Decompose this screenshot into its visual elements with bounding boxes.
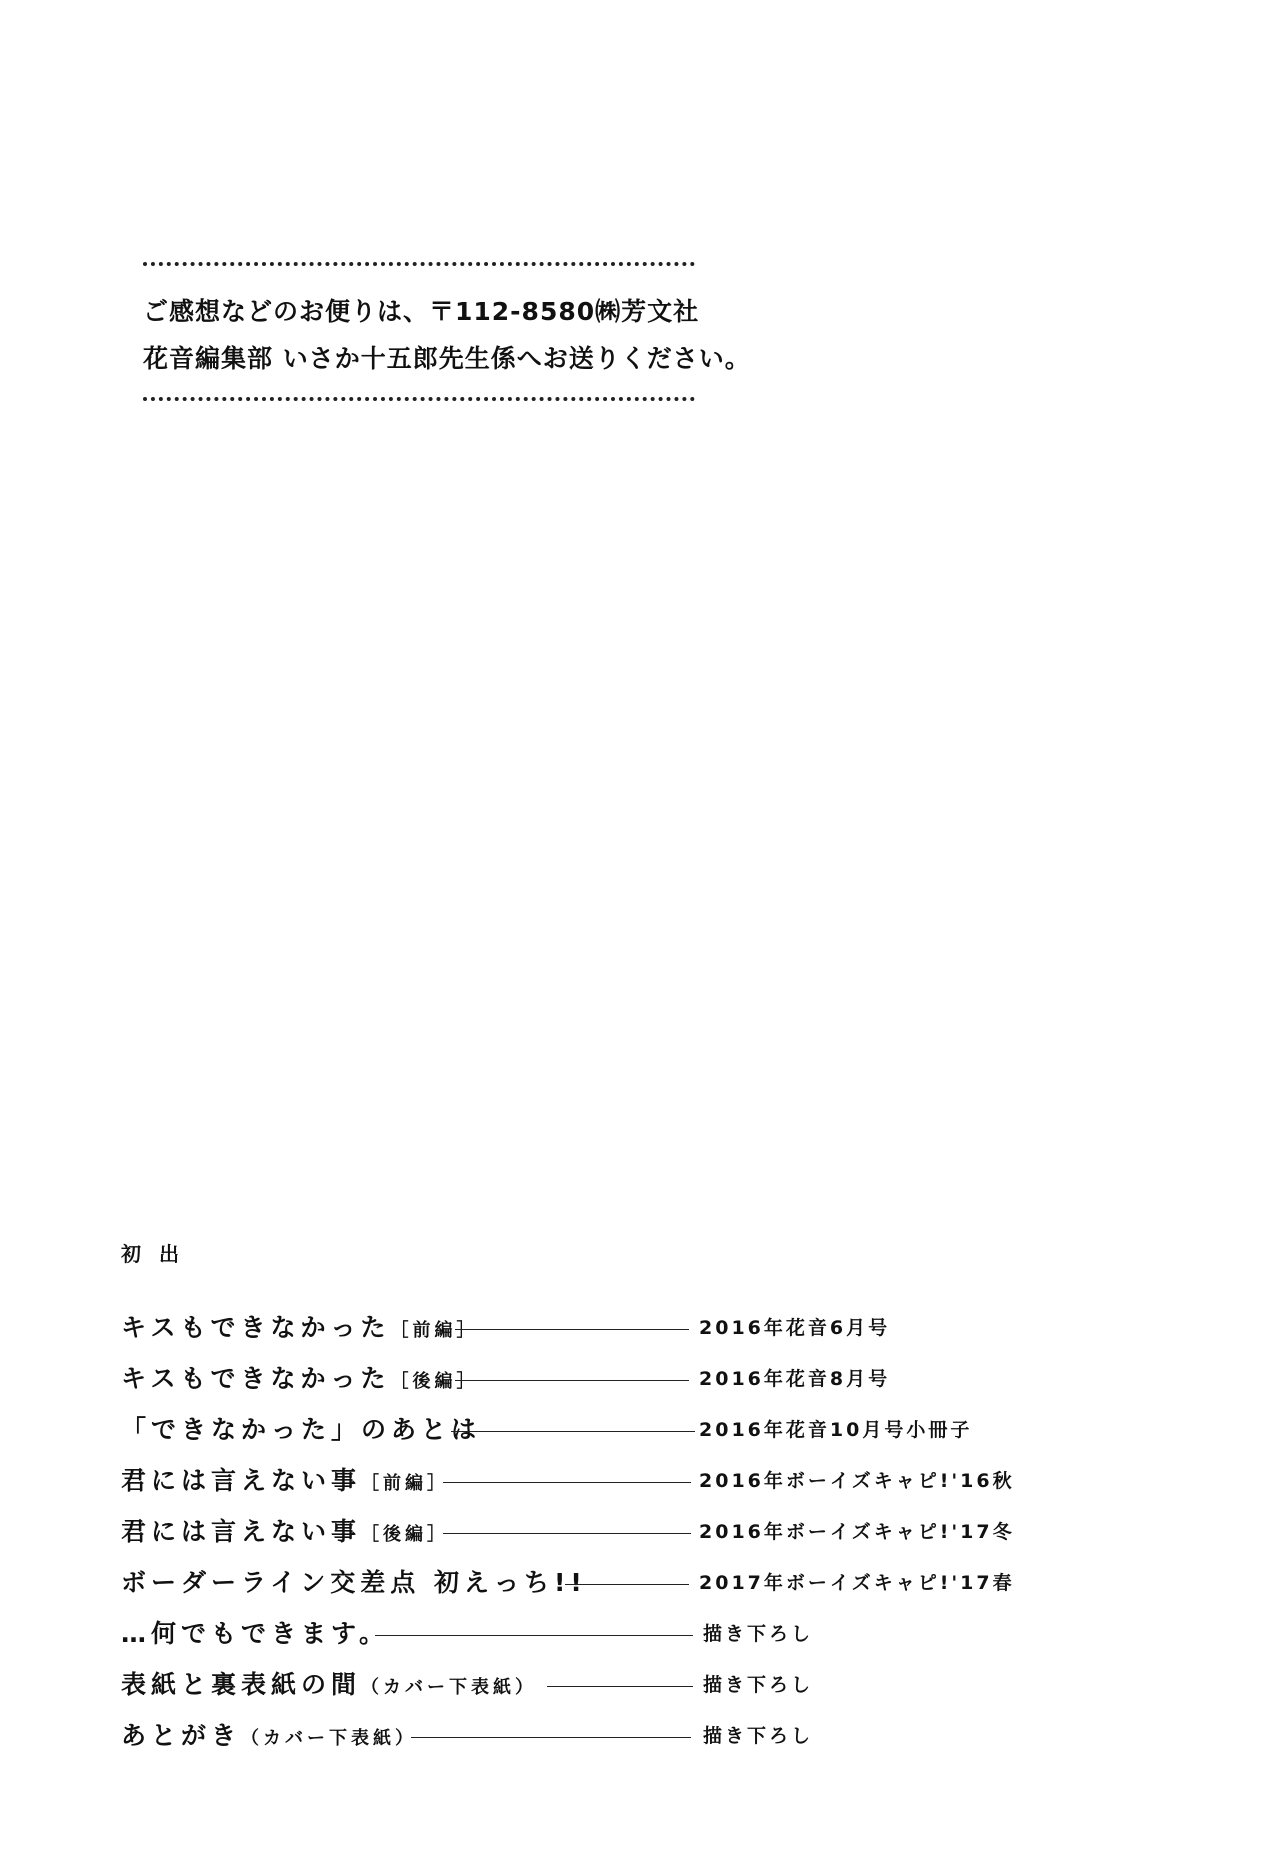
letters-notice-line-2: 花音編集部 いさか十五郎先生係へお送りください。: [143, 344, 751, 373]
credit-title-suffix: ［前編］: [361, 1473, 450, 1494]
credit-title-main: 「できなかった」のあとは: [121, 1415, 482, 1444]
credits-list: [121, 1313, 1021, 1772]
credits-heading: 初出: [121, 1242, 197, 1266]
credit-title: [121, 1517, 449, 1550]
credit-leader-line: [455, 1380, 689, 1381]
credit-title-suffix: （カバー下表紙）: [361, 1677, 538, 1698]
letters-notice-line-1: ご感想などのお便りは、〒112-8580㈱芳文社: [143, 297, 700, 326]
credit-source: 2017年ボーイズキャピ!'17春: [699, 1572, 1015, 1594]
credit-title-main: 表紙と裏表紙の間: [121, 1670, 362, 1699]
credit-leader-line: [443, 1533, 691, 1534]
credit-leader-line: [565, 1584, 689, 1585]
credit-source: 2016年ボーイズキャピ!'17冬: [699, 1521, 1015, 1543]
credit-title-main: キスもできなかった: [121, 1364, 391, 1393]
credit-source: 2016年花音6月号: [699, 1317, 891, 1339]
credit-title-main: あとがき: [121, 1721, 242, 1750]
credit-row: [121, 1670, 1021, 1721]
credit-title-main: 君には言えない事: [121, 1466, 362, 1495]
credit-row: [121, 1517, 1021, 1568]
credit-title: [121, 1364, 479, 1397]
credit-title: [121, 1568, 587, 1601]
credit-row: [121, 1415, 1021, 1466]
credit-title-suffix: ［前編］: [390, 1320, 479, 1341]
credit-title: [121, 1415, 481, 1448]
credit-row: [121, 1313, 1021, 1364]
credit-leader-line: [411, 1737, 691, 1738]
credit-leader-line: [451, 1431, 695, 1432]
credit-title-main: …何でもできます。: [121, 1619, 390, 1648]
credit-title: [121, 1721, 417, 1754]
credit-source: 描き下ろし: [703, 1725, 814, 1747]
dotted-divider-top: [143, 262, 695, 266]
credit-row: [121, 1619, 1021, 1670]
credit-row: [121, 1364, 1021, 1415]
credit-title-suffix: （カバー下表紙）: [241, 1728, 418, 1749]
credit-source: 2016年ボーイズキャピ!'16秋: [699, 1470, 1015, 1492]
credit-leader-line: [455, 1329, 689, 1330]
credit-leader-line: [443, 1482, 691, 1483]
credit-title: [121, 1466, 449, 1499]
dotted-divider-bottom: [143, 397, 695, 401]
credit-title-main: キスもできなかった: [121, 1313, 391, 1342]
credit-source: 描き下ろし: [703, 1623, 814, 1645]
credit-leader-line: [547, 1686, 693, 1687]
credit-title: [121, 1670, 537, 1703]
credit-row: [121, 1721, 1021, 1772]
credit-source: 2016年花音8月号: [699, 1368, 891, 1390]
credit-title: [121, 1313, 479, 1346]
credit-source: 描き下ろし: [703, 1674, 814, 1696]
credit-title-suffix: ［後編］: [390, 1371, 479, 1392]
credit-row: [121, 1568, 1021, 1619]
credit-row: [121, 1466, 1021, 1517]
credit-leader-line: [375, 1635, 693, 1636]
credit-title: [121, 1619, 389, 1652]
credit-source: 2016年花音10月号小冊子: [699, 1419, 973, 1441]
credit-title-main: 君には言えない事: [121, 1517, 362, 1546]
credit-title-main: ボーダーライン交差点 初えっち!!: [121, 1568, 587, 1597]
letters-notice: [143, 262, 751, 401]
credit-title-suffix: ［後編］: [361, 1524, 450, 1545]
